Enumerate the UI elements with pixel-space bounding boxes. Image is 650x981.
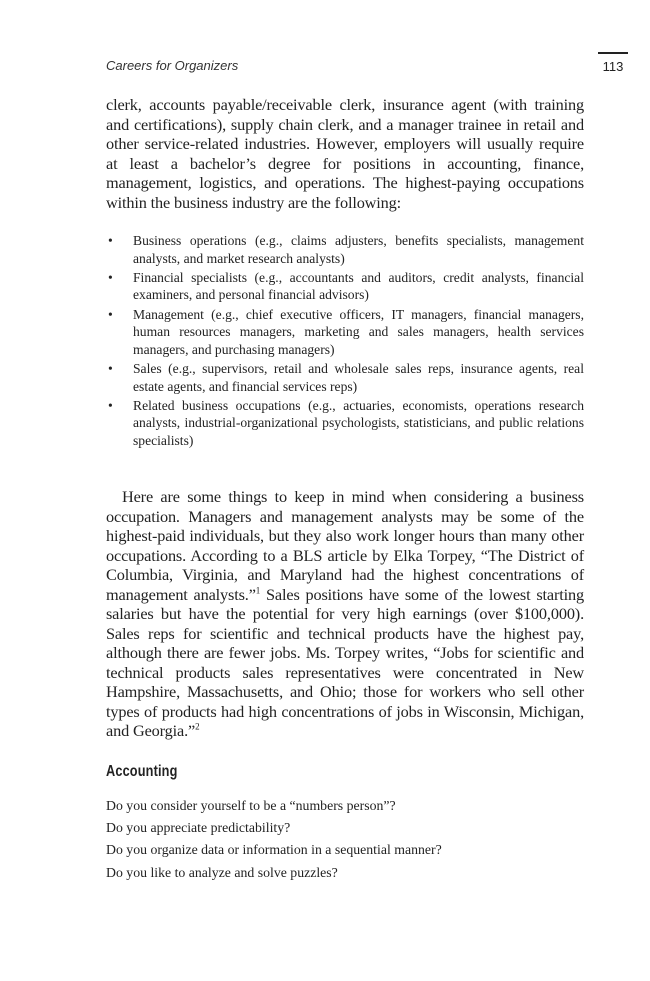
body-paragraph-1: clerk, accounts payable/receivable clerk, insurance agent (with training and certifications), supply chain clerk, and a manager trainee in retail and other service-related industries. However, employers will usually require at least a bachelor’s degree for positions in accounting, finance, management, logistics, and operations. The highest-paying occupations within the business industry are the following: [106, 95, 584, 212]
list-item [106, 360, 584, 395]
bullet-icon: • [108, 360, 113, 376]
page-number: 113 [602, 59, 624, 74]
question-item: Do you appreciate predictability? [106, 820, 291, 836]
list-item [106, 232, 584, 267]
header-rule [598, 52, 628, 54]
question-list [106, 795, 442, 884]
list-item [106, 269, 584, 304]
bullet-icon: • [108, 269, 113, 285]
body-paragraph-2 [106, 487, 584, 741]
footnote-ref-1[interactable]: 1 [255, 585, 261, 596]
section-heading: Accounting [106, 763, 178, 780]
question-item: Do you consider yourself to be a “numbers person”? [106, 798, 396, 813]
footnote-ref-2[interactable]: 2 [195, 721, 200, 732]
list-item-text: Sales (e.g., supervisors, retail and wholesale sales reps, insurance agents, real estate agents, and financial services reps) [133, 360, 584, 394]
list-item-text: Business operations (e.g., claims adjusters, benefits specialists, management analysts, and market research analysts) [133, 233, 584, 266]
list-item [106, 306, 584, 359]
question-item: Do you organize data or information in a sequential manner? [106, 842, 442, 858]
list-item-text: Management (e.g., chief executive officers, IT managers, financial managers, human resources managers, marketing and sales managers, health services managers, and purchasing managers) [133, 306, 584, 357]
paragraph-2-text-a: Here are some things to keep in mind when considering a business occupation. Managers and management analysts may be some of the highest-paid individuals, but they also work longer hours than many other occupations. According to a BLS article by Elka Torpey, “The District of Columbia, Virginia, and Maryland had the highest concentrations of management analysts.” [106, 487, 584, 604]
bullet-icon: • [108, 233, 113, 248]
occupations-list [106, 232, 584, 451]
bullet-icon: • [108, 397, 113, 413]
list-item [106, 397, 584, 450]
bullet-icon: • [108, 306, 113, 322]
running-head: Careers for Organizers [106, 58, 239, 73]
question-item: Do you like to analyze and solve puzzles? [106, 864, 338, 880]
list-item-text: Related business occupations (e.g., actuaries, economists, operations research analysts, industrial-organizational psychologists, statisticians, and public relations specialists) [133, 397, 584, 448]
list-item-text: Financial specialists (e.g., accountants and auditors, credit analysts, financial examiners, and personal financial advisors) [133, 269, 584, 303]
paragraph-2-text-b: Sales positions have some of the lowest starting salaries but have the potential for very high earnings (over $100,000). Sales reps for scientific and technical products have the highest pay, although there are fewer jobs. Ms. Torpey writes, “Jobs for scientific and technical products sales representatives were concentrated in New Hampshire, Massachusetts, and Ohio; those for workers who sell other types of products had high concentrations of jobs in Wisconsin, Michigan, and Georgia.” [106, 584, 584, 740]
